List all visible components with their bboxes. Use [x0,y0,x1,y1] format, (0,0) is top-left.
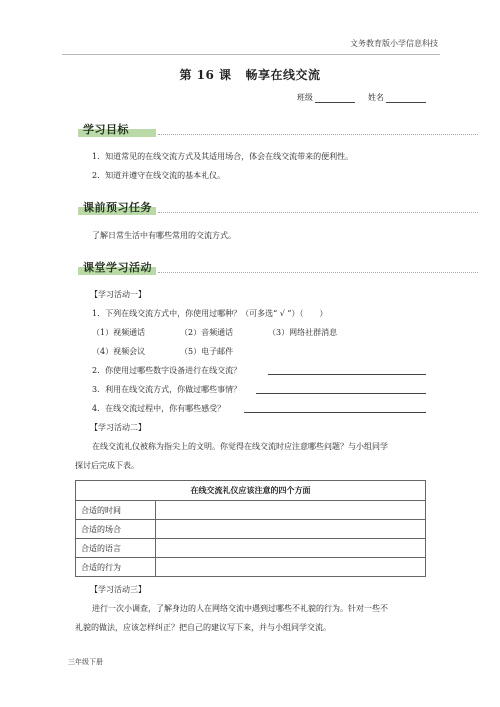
section-heading-label: 课前预习任务 [83,201,152,214]
answer-cell[interactable] [156,501,426,520]
section-heading-label: 学习目标 [83,123,129,136]
question-4 [92,403,225,414]
option-email[interactable]: （5）电子邮件 [180,347,234,356]
question-1: 1．下列在线交流方式中，你使用过哪种？（可多选“ √ ”）（ ） [92,309,328,318]
option-audio-call[interactable]: （2）音频通话 [180,328,234,337]
answer-cell[interactable] [156,520,426,539]
row-label: 合适的行为 [76,558,156,577]
row-label: 合适的场合 [76,520,156,539]
question-3 [92,384,241,395]
page-title [0,66,500,83]
preview-task-text: 了解日常生活中有哪些常用的交流方式。 [92,231,236,240]
class-name-line [297,92,426,103]
name-blank[interactable] [386,94,426,103]
footer-grade-label: 三年级下册 [68,658,103,666]
activity-three-paragraph: 进行一次小调查，了解身边的人在网络交流中遇到过哪些不礼貌的行为。针对一些不 [92,604,388,613]
table-row [76,558,426,577]
header-rule [62,54,440,55]
goal-item: 1．知道常见的在线交流方式及其适用场合，体会在线交流带来的便利性。 [92,152,354,161]
activity-two-paragraph: 探讨后完成下表。 [75,461,139,470]
heading-dotted-rule [158,134,478,135]
table-row [76,539,426,558]
answer-cell[interactable] [156,558,426,577]
heading-dotted-rule [158,272,478,273]
heading-dotted-rule [158,212,478,213]
activity-three-paragraph: 礼貌的做法，应该怎样纠正？把自己的建议写下来，并与小组同学交流。 [75,623,331,632]
question-2 [92,365,241,376]
name-label: 姓名 [368,93,384,102]
answer-cell[interactable] [156,539,426,558]
question-4-text: 4．在线交流过程中，你有哪些感受？ [92,404,226,413]
option-video-call[interactable]: （1）视频通话 [92,328,146,337]
lesson-number: 第 16 课 [179,68,232,82]
class-label: 班级 [296,93,313,102]
table-row [76,520,426,539]
answer-line-4[interactable] [244,404,426,413]
answer-line-3[interactable] [256,385,426,394]
header-subject-tag: 文务教育版小学信息科技 [350,39,438,48]
section-heading-label: 课堂学习活动 [83,261,152,274]
activity-two-label: 【学习活动二】 [90,423,146,432]
table-title: 在线交流礼仪应该注意的四个方面 [76,481,426,501]
row-label: 合适的时间 [76,501,156,520]
etiquette-table [75,480,426,577]
table-row [76,501,426,520]
answer-line-2[interactable] [268,366,426,375]
goal-item: 2．知道并遵守在线交流的基本礼仪。 [92,171,226,180]
activity-two-paragraph: 在线交流礼仪被称为指尖上的文明。你觉得在线交流时应注意哪些问题？与小组同学 [92,442,388,451]
question-3-text: 3．利用在线交流方式，你做过哪些事情？ [92,385,242,394]
option-group-message[interactable]: （3）网络社群消息 [268,328,338,337]
row-label: 合适的语言 [76,539,156,558]
lesson-title: 畅享在线交流 [245,68,321,82]
activity-three-label: 【学习活动三】 [90,585,146,594]
activity-one-label: 【学习活动一】 [90,290,146,299]
question-2-text: 2．你使用过哪些数字设备进行在线交流？ [92,366,242,375]
class-blank[interactable] [315,94,355,103]
option-video-meeting[interactable]: （4）视频会议 [92,347,146,356]
